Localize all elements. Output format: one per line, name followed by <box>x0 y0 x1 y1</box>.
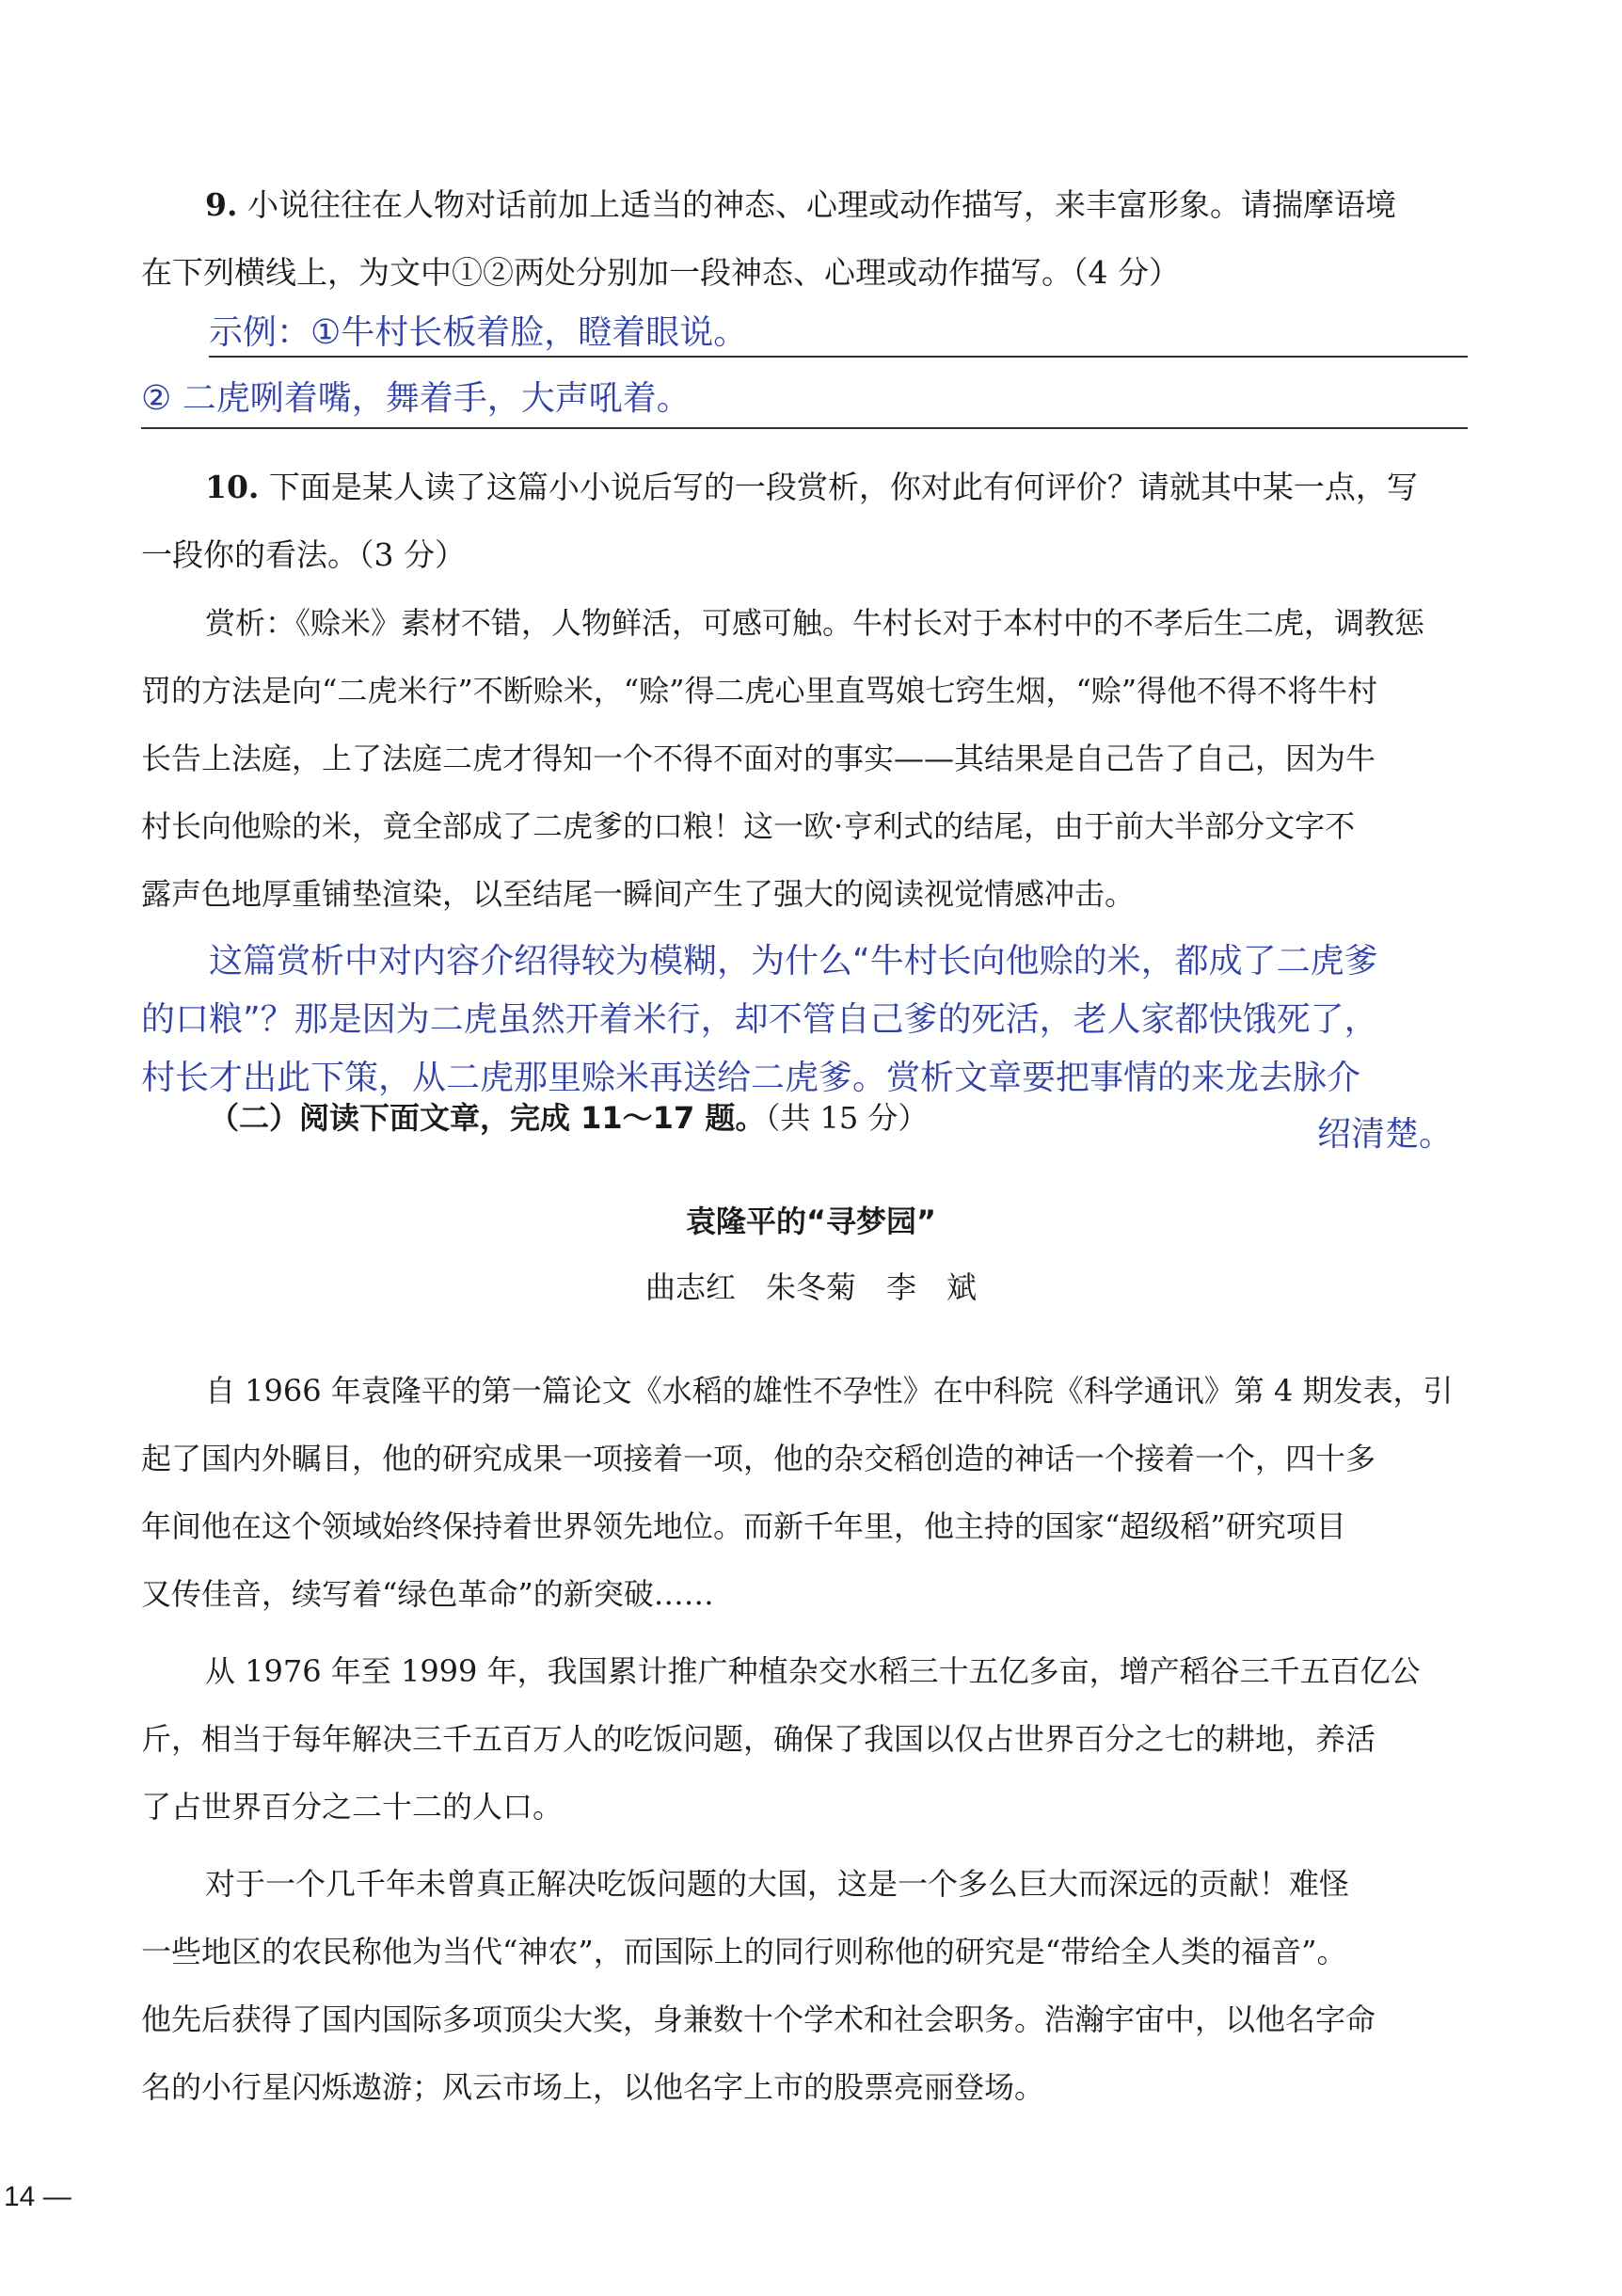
q9-line1 <box>205 184 1396 226</box>
article-text-line: 年间他在这个领域始终保持着世界领先地位。而新千年里，他主持的国家“超级稻”研究项目 <box>141 1508 1346 1544</box>
article-text-line: 他先后获得了国内国际多项顶尖大奖，身兼数十个学术和社会职务。浩瀚宇宙中，以他名字命 <box>141 2001 1376 2037</box>
article-text-line: 了占世界百分之二十二的人口。 <box>141 1789 564 1825</box>
section-heading-text: （二）阅读下面文章，完成 11～17 题。 <box>209 1100 766 1136</box>
section-score: （共 15 分） <box>765 1100 929 1136</box>
appreciation-line: 赏析：《赊米》素材不错，人物鲜活，可感可触。牛村长对于本村中的不孝后生二虎，调教惩 <box>205 605 1425 641</box>
q9-line2: 在下列横线上，为文中①②两处分别加一段神态、心理或动作描写。（4 分） <box>141 254 1180 291</box>
q10-line2: 一段你的看法。（3 分） <box>141 536 466 573</box>
appreciation-line: 村长向他赊的米，竟全部成了二虎爹的口粮！这一欧·亨利式的结尾，由于前大半部分文字不 <box>141 808 1356 844</box>
section-heading <box>209 1097 928 1139</box>
answer-line-1 <box>209 356 1468 358</box>
article-title: 袁隆平的“寻梦园” <box>685 1204 937 1239</box>
article-text-line: 名的小行星闪烁遨游；风云市场上，以他名字上市的股票亮丽登场。 <box>141 2069 1045 2105</box>
answer-line-2 <box>141 427 1468 429</box>
article-text-line: 一些地区的农民称他为当代“神农”，而国际上的同行则称他的研究是“带给全人类的福音”。 <box>141 1934 1347 1969</box>
article-text-line: 起了国内外瞩目，他的研究成果一项接着一项，他的杂交稻创造的神话一个接着一个，四十多 <box>141 1441 1376 1476</box>
q9-answer-2: ② 二虎咧着嘴，舞着手，大声吼着。 <box>141 379 691 418</box>
q10-number: 10. <box>205 469 260 505</box>
appreciation-line: 露声色地厚重铺垫渲染，以至结尾一瞬间产生了强大的阅读视觉情感冲击。 <box>141 876 1136 912</box>
q10-line1 <box>205 467 1418 508</box>
q10-answer-line: 村长才出此下策，从二虎那里赊米再送给二虎爹。赏析文章要把事情的来龙去脉介 <box>141 1059 1361 1097</box>
q10-text-1: 下面是某人读了这篇小小说后写的一段赏析，你对此有何评价？请就其中某一点，写 <box>268 469 1418 505</box>
article-text-line: 对于一个几千年未曾真正解决吃饭问题的大国，这是一个多么巨大而深远的贡献！难怪 <box>205 1866 1350 1902</box>
q9-number: 9. <box>205 186 238 223</box>
q10-answer-line: 绍清楚。 <box>1317 1115 1454 1154</box>
article-text-line: 斤，相当于每年解决三千五百万人的吃饭问题，确保了我国以仅占世界百分之七的耕地，养活 <box>141 1721 1376 1757</box>
article-text-line: 又传佳音，续写着“绿色革命”的新突破…… <box>141 1576 714 1612</box>
article-text-line: 从 1976 年至 1999 年，我国累计推广种植杂交水稻三十五亿多亩，增产稻谷三千五百亿公 <box>205 1653 1421 1689</box>
article-authors: 曲志红 朱冬菊 李 斌 <box>644 1269 977 1305</box>
article-text-line: 自 1966 年袁隆平的第一篇论文《水稻的雄性不孕性》在中科院《科学通讯》第 4 期发表，引 <box>205 1373 1454 1409</box>
q9-answer-1: 示例：①牛村长板着脸，瞪着眼说。 <box>209 313 748 352</box>
appreciation-line: 罚的方法是向“二虎米行”不断赊米，“赊”得二虎心里直骂娘七窍生烟，“赊”得他不得不将牛村 <box>141 673 1378 709</box>
q10-answer-line: 这篇赏析中对内容介绍得较为模糊，为什么“牛村长向他赊的米，都成了二虎爹 <box>209 942 1378 981</box>
page-number: 14 — <box>4 2181 72 2212</box>
appreciation-line: 长告上法庭，上了法庭二虎才得知一个不得不面对的事实——其结果是自己告了自己，因为牛 <box>141 741 1376 776</box>
q9-text-1: 小说往往在人物对话前加上适当的神态、心理或动作描写，来丰富形象。请揣摩语境 <box>246 186 1396 223</box>
q10-answer-line: 的口粮”？那是因为二虎虽然开着米行，却不管自己爹的死活，老人家都快饿死了， <box>141 1000 1378 1039</box>
